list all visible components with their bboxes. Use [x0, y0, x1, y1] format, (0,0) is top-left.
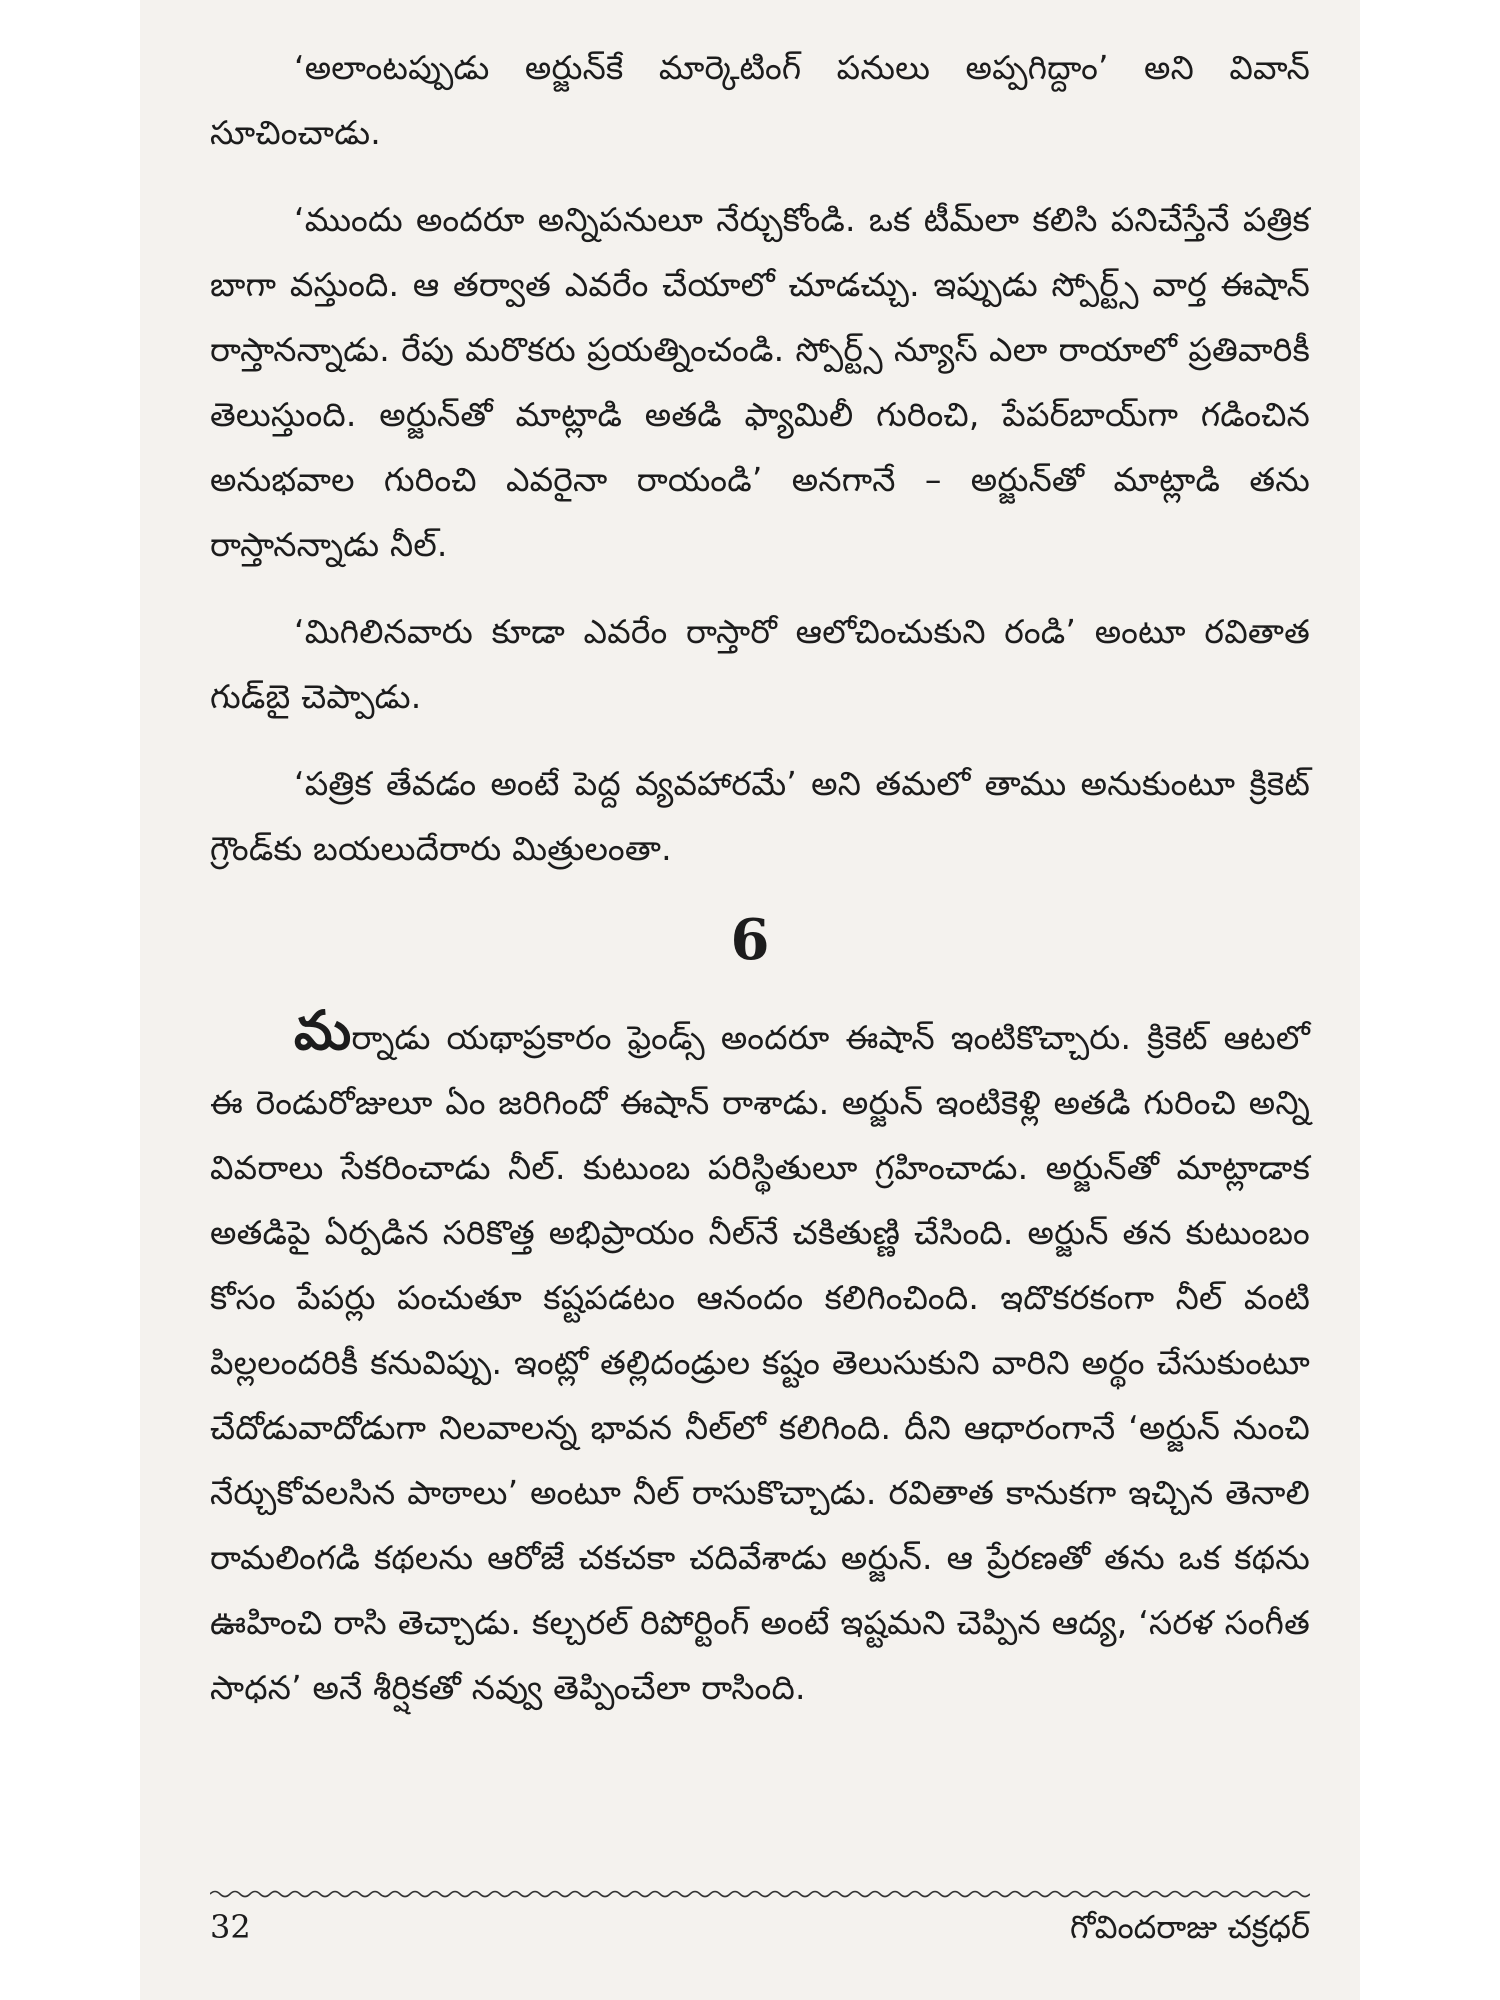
book-page [140, 0, 1360, 2000]
footer-wavy-rule [210, 1888, 1310, 1900]
page-number: 32 [210, 1908, 251, 1946]
chapter-first-paragraph [210, 999, 1310, 1720]
author-name: గోవిందరాజు చక్రధర్ [1070, 1908, 1310, 1946]
paragraph: ‘అలాంటప్పుడు అర్జున్‌కే మార్కెటింగ్ పనులు అప్పగిద్దాం’ అని వివాన్ సూచించాడు. [210, 48, 1310, 152]
page-footer [210, 1902, 1310, 1952]
drop-cap: మ [294, 999, 352, 1062]
paragraph: ‘ముందు అందరూ అన్నిపనులూ నేర్చుకోండి. ఒక టీమ్‌లా కలిసి పనిచేస్తేనే పత్రిక బాగా వస్తుంది. ఆ తర్వాత ఎవరేం చేయాలో చూడచ్చు. ఇప్పుడు స్పోర్ట్స్ వార్త ఈషాన్ రాస్తానన్నాడు. రేపు మరొకరు ప్రయత్నించండి. స్పోర్ట్స్ న్యూస్ ఎలా రాయాలో ప్రతివారికీ తెలుస్తుంది. అర్జున్‌తో మాట్లాడి అతడి ఫ్యామిలీ గురించి, పేపర్‌బాయ్‌గా గడించిన అనుభవాల గురించి ఎవరైనా రాయండి’ అనగానే – అర్జున్‌తో మాట్లాడి తను రాస్తానన్నాడు నీల్. [210, 200, 1310, 564]
text-block-chapter [210, 999, 1310, 1720]
chapter-number: 6 [730, 907, 770, 973]
chapter-first-paragraph-text: ర్నాడు యథాప్రకారం ఫ్రెండ్స్ అందరూ ఈషాన్ ఇంటికొచ్చారు. క్రికెట్ ఆటలో ఈ రెండురోజులూ ఏం జరిగిందో ఈషాన్ రాశాడు. అర్జున్ ఇంటికెళ్లి అతడి గురించి అన్ని వివరాలు సేకరించాడు నీల్. కుటుంబ పరిస్థితులూ గ్రహించాడు. అర్జున్‌తో మాట్లాడాక అతడిపై ఏర్పడిన సరికొత్త అభిప్రాయం నీల్‌నే చకితుణ్ణి చేసింది. అర్జున్ తన కుటుంబం కోసం పేపర్లు పంచుతూ కష్టపడటం ఆనందం కలిగించింది. ఇదొకరకంగా నీల్ వంటి పిల్లలందరికీ కనువిప్పు. ఇంట్లో తల్లిదండ్రుల కష్టం తెలుసుకుని వారిని అర్థం చేసుకుంటూ చేదోడువాదోడుగా నిలవాలన్న భావన నీల్‌లో కలిగింది. దీని ఆధారంగానే ‘అర్జున్ నుంచి నేర్చుకోవలసిన పాఠాలు’ అంటూ నీల్ రాసుకొచ్చాడు. రవితాత కానుకగా ఇచ్చిన తెనాలి రామలింగడి కథలను ఆరోజే చకచకా చదివేశాడు అర్జున్. ఆ ప్రేరణతో తను ఒక కథను ఊహించి రాసి తెచ్చాడు. కల్చరల్ రిపోర్టింగ్ అంటే ఇష్టమని చెప్పిన ఆద్య, ‘సరళ సంగీత సాధన’ అనే శీర్షికతో నవ్వు తెప్పించేలా రాసింది. [210, 1018, 1310, 1707]
paragraph: ‘పత్రిక తేవడం అంటే పెద్ద వ్యవహారమే’ అని తమలో తాము అనుకుంటూ క్రికెట్ గ్రౌండ్‌కు బయలుదేరారు మిత్రులంతా. [210, 764, 1310, 868]
paragraph: ‘మిగిలినవారు కూడా ఎవరేం రాస్తారో ఆలోచించుకుని రండి’ అంటూ రవితాత గుడ్‌బై చెప్పాడు. [210, 612, 1310, 716]
text-block-top [210, 35, 1310, 881]
